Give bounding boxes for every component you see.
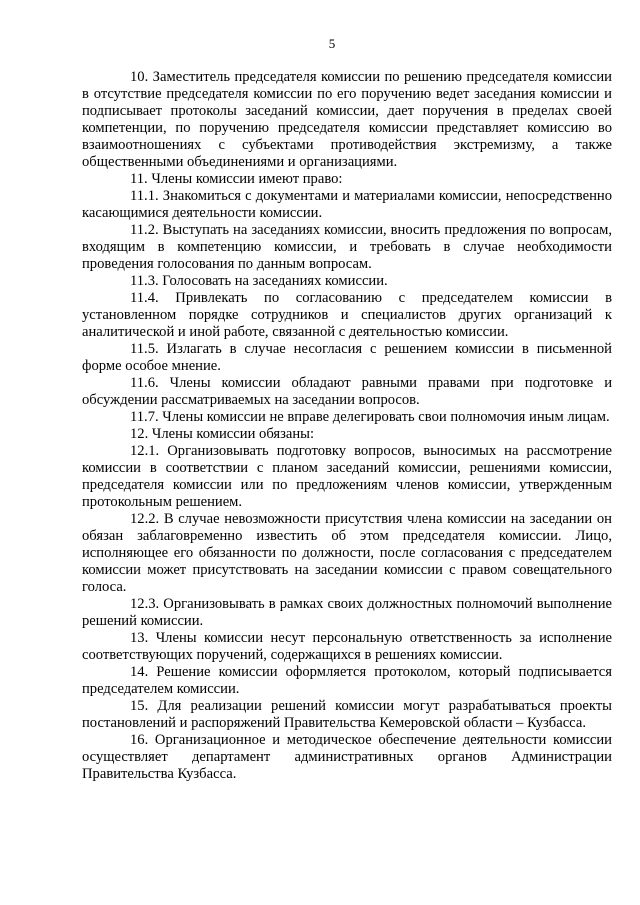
paragraph-11: 11. Члены комиссии имеют право: (130, 171, 343, 187)
paragraph-14: 14. Решение комиссии оформляется протоколом, который подписывается председателем комиссии. (82, 664, 612, 697)
paragraph-16: 16. Организационное и методическое обеспечение деятельности комиссии осуществляет департамент административных органов Администрации Правительства Кузбасса. (82, 732, 612, 782)
paragraph-12-3: 12.3. Организовывать в рамках своих должностных полномочий выполнение решений комиссии. (82, 596, 612, 629)
paragraph-13: 13. Члены комиссии несут персональную ответственность за исполнение соответствующих поручений, содержащихся в решениях комиссии. (82, 630, 612, 663)
paragraph-11-6: 11.6. Члены комиссии обладают равными правами при подготовке и обсуждении рассматриваемых на заседании вопросов. (82, 375, 612, 408)
paragraph-12: 12. Члены комиссии обязаны: (130, 426, 315, 442)
paragraph-10: 10. Заместитель председателя комиссии по решению председателя комиссии в отсутствие председателя комиссии по его поручению ведет заседания комиссии и подписывает протоколы заседаний комиссии, дает поручения в пределах своей компетенции, по поручению председателя комиссии представляет комиссию во взаимоотношениях с субъектами противодействия экстремизму, а также общественными объединениями и организациями. (82, 69, 612, 170)
paragraph-15: 15. Для реализации решений комиссии могут разрабатываться проекты постановлений и распоряжений Правительства Кемеровской области – Кузбасса. (82, 698, 612, 731)
page-number: 5 (328, 36, 336, 51)
paragraph-11-3: 11.3. Голосовать на заседаниях комиссии. (130, 273, 388, 289)
paragraph-12-1: 12.1. Организовывать подготовку вопросов, выносимых на рассмотрение комиссии в соответствии с планом заседаний комиссии, решениями комиссии, председателя комиссии или по предложениям членов комиссии, утвержденным протокольным решением. (82, 443, 612, 510)
paragraph-11-7: 11.7. Члены комиссии не вправе делегировать свои полномочия иным лицам. (130, 409, 610, 425)
paragraph-11-5: 11.5. Излагать в случае несогласия с решением комиссии в письменной форме особое мнение. (82, 341, 612, 374)
document-body (82, 69, 612, 783)
paragraph-11-2: 11.2. Выступать на заседаниях комиссии, вносить предложения по вопросам, входящим в компетенцию комиссии, и требовать в случае необходимости проведения голосования по данным вопросам. (82, 222, 612, 272)
paragraph-11-4: 11.4. Привлекать по согласованию с председателем комиссии в установленном порядке сотрудников и специалистов других организаций к аналитической и иной работе, связанной с деятельностью комиссии. (82, 290, 612, 340)
paragraph-11-1: 11.1. Знакомиться с документами и материалами комиссии, непосредственно касающимися деятельности комиссии. (82, 188, 612, 221)
paragraph-12-2: 12.2. В случае невозможности присутствия члена комиссии на заседании он обязан заблаговременно известить об этом председателя комиссии. Лицо, исполняющее его обязанности по должности, после согласования с председателем комиссии может присутствовать на заседании комиссии с правом совещательного голоса. (82, 511, 612, 595)
